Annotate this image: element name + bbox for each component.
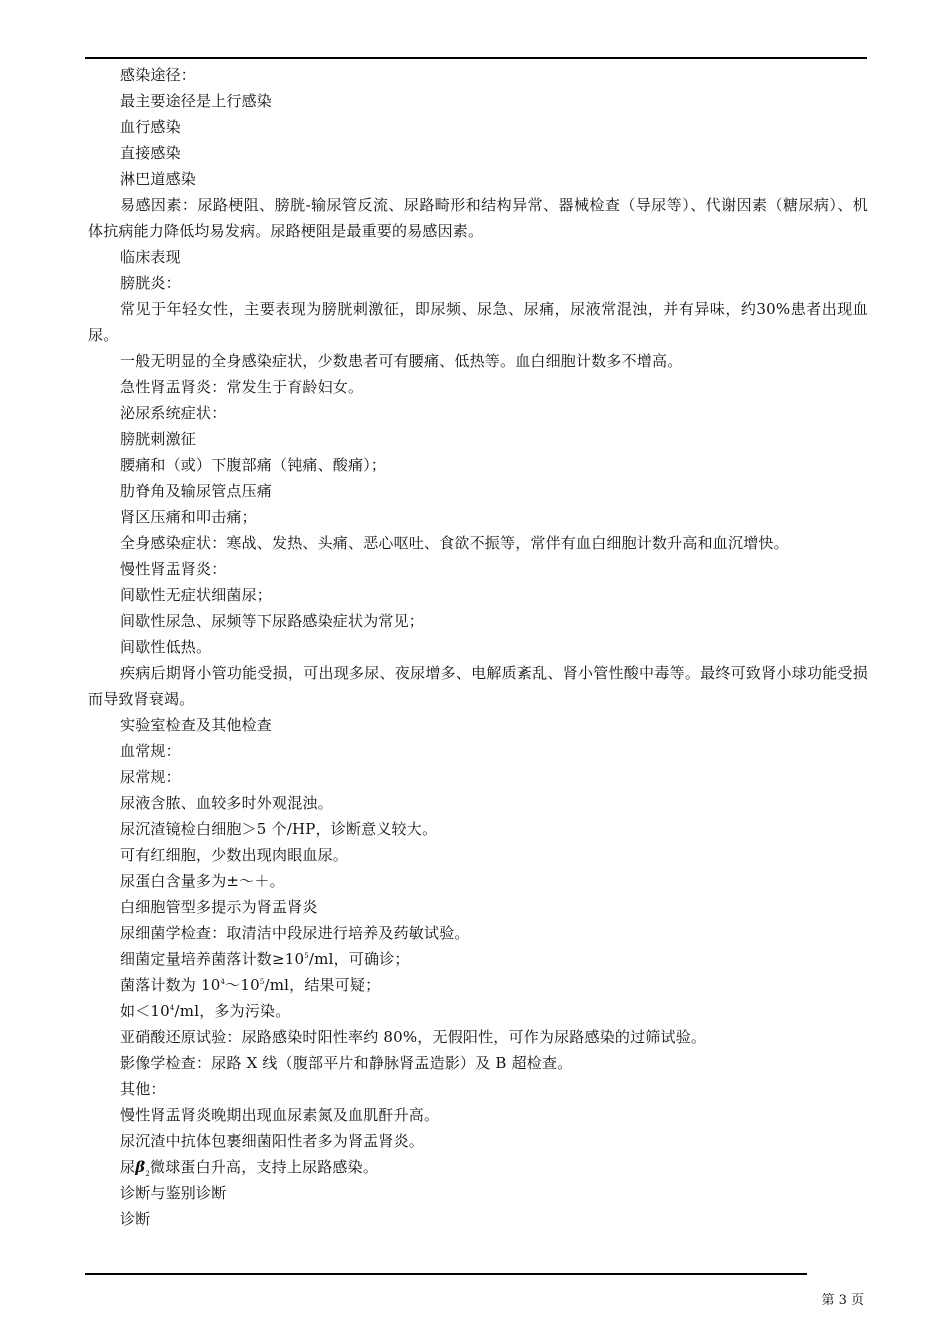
paragraph: 直接感染 xyxy=(120,144,181,162)
paragraph: 疾病后期肾小管功能受损，可出现多尿、夜尿增多、电解质紊乱、肾小管性酸中毒等。最终可致肾小球功能受损而导致肾衰竭。 xyxy=(88,664,868,708)
paragraph: 实验室检查及其他检查 xyxy=(120,716,273,734)
paragraph: 最主要途径是上行感染 xyxy=(120,92,273,110)
paragraph: 亚硝酸还原试验：尿路感染时阳性率约 80%，无假阳性，可作为尿路感染的过筛试验。 xyxy=(120,1028,707,1046)
paragraph: 尿沉渣镜检白细胞＞5 个/HP，诊断意义较大。 xyxy=(120,820,438,838)
superscript: 5 xyxy=(259,978,265,986)
paragraph: 全身感染症状：寒战、发热、头痛、恶心呕吐、食欲不振等，常伴有血白细胞计数升高和血沉增快。 xyxy=(120,534,789,552)
beta2-line xyxy=(88,1154,868,1180)
paragraph: 尿蛋白含量多为±～＋。 xyxy=(120,872,285,890)
paragraph: 肋脊角及输尿管点压痛 xyxy=(120,482,273,500)
paragraph: 间歇性无症状细菌尿； xyxy=(120,586,273,604)
superscript: 5 xyxy=(304,952,309,960)
page-number: 第 3 页 xyxy=(821,1293,864,1308)
superscript: 4 xyxy=(220,978,226,986)
culture-line-contamination xyxy=(88,998,868,1024)
paragraph: 急性肾盂肾炎：常发生于育龄妇女。 xyxy=(120,378,364,396)
paragraph: 间歇性低热。 xyxy=(120,638,212,656)
text-fragment: 如＜10 xyxy=(120,1002,170,1020)
paragraph: 慢性肾盂肾炎： xyxy=(120,560,227,578)
culture-line-definite xyxy=(88,946,868,972)
paragraph: 腰痛和（或）下腹部痛（钝痛、酸痛）； xyxy=(120,456,387,474)
text-fragment: /ml，结果可疑； xyxy=(264,976,381,994)
paragraph: 肾区压痛和叩击痛； xyxy=(120,508,257,526)
paragraph: 膀胱刺激征 xyxy=(120,430,197,448)
beta-symbol: β xyxy=(135,1158,146,1176)
text-fragment: 菌落计数为 10 xyxy=(120,976,221,994)
text-fragment: 细菌定量培养菌落计数≥10 xyxy=(120,950,305,968)
header-rule xyxy=(85,57,867,59)
section-heading: 诊断 xyxy=(120,1210,151,1228)
paragraph: 淋巴道感染 xyxy=(120,170,197,188)
text-fragment: ～10 xyxy=(225,976,260,994)
superscript: 4 xyxy=(169,1004,175,1012)
footer-rule xyxy=(85,1273,807,1275)
paragraph: 常见于年轻女性，主要表现为膀胱刺激征，即尿频、尿急、尿痛，尿液常混浊，并有异味，约30%患者出现血尿。 xyxy=(88,300,868,344)
paragraph: 白细胞管型多提示为肾盂肾炎 xyxy=(120,898,318,916)
paragraph: 临床表现 xyxy=(120,248,181,266)
paragraph: 影像学检查：尿路 X 线（腹部平片和静脉肾盂造影）及 B 超检查。 xyxy=(120,1054,573,1072)
culture-line-suspect xyxy=(88,972,868,998)
paragraph: 慢性肾盂肾炎晚期出现血尿素氮及血肌酐升高。 xyxy=(120,1106,440,1124)
paragraph: 血行感染 xyxy=(120,118,181,136)
page-body xyxy=(88,62,868,1232)
text-fragment: 尿 xyxy=(120,1158,136,1176)
paragraph: 血常规： xyxy=(120,742,181,760)
paragraph: 一般无明显的全身感染症状，少数患者可有腰痛、低热等。血白细胞计数多不增高。 xyxy=(120,352,683,370)
paragraph: 膀胱炎： xyxy=(120,274,181,292)
paragraph: 易感因素：尿路梗阻、膀胱-输尿管反流、尿路畸形和结构异常、器械检查（导尿等）、代谢因素（糖尿病）、机体抗病能力降低均易发病。尿路梗阻是最重要的易感因素。 xyxy=(88,196,868,240)
paragraph: 其他： xyxy=(120,1080,166,1098)
paragraph: 泌尿系统症状： xyxy=(120,404,227,422)
paragraph: 尿沉渣中抗体包裹细菌阳性者多为肾盂肾炎。 xyxy=(120,1132,425,1150)
paragraph: 尿常规： xyxy=(120,768,181,786)
text-fragment: 微球蛋白升高，支持上尿路感染。 xyxy=(150,1158,379,1176)
section-heading: 诊断与鉴别诊断 xyxy=(120,1184,227,1202)
paragraph: 感染途径： xyxy=(120,66,197,84)
paragraph: 可有红细胞，少数出现肉眼血尿。 xyxy=(120,846,349,864)
text-fragment: /ml，多为污染。 xyxy=(174,1002,291,1020)
text-fragment: /ml，可确诊； xyxy=(308,950,410,968)
subscript: 2 xyxy=(145,1170,151,1178)
paragraph: 尿细菌学检查：取清洁中段尿进行培养及药敏试验。 xyxy=(120,924,470,942)
paragraph: 尿液含脓、血较多时外观混浊。 xyxy=(120,794,333,812)
paragraph: 间歇性尿急、尿频等下尿路感染症状为常见； xyxy=(120,612,425,630)
